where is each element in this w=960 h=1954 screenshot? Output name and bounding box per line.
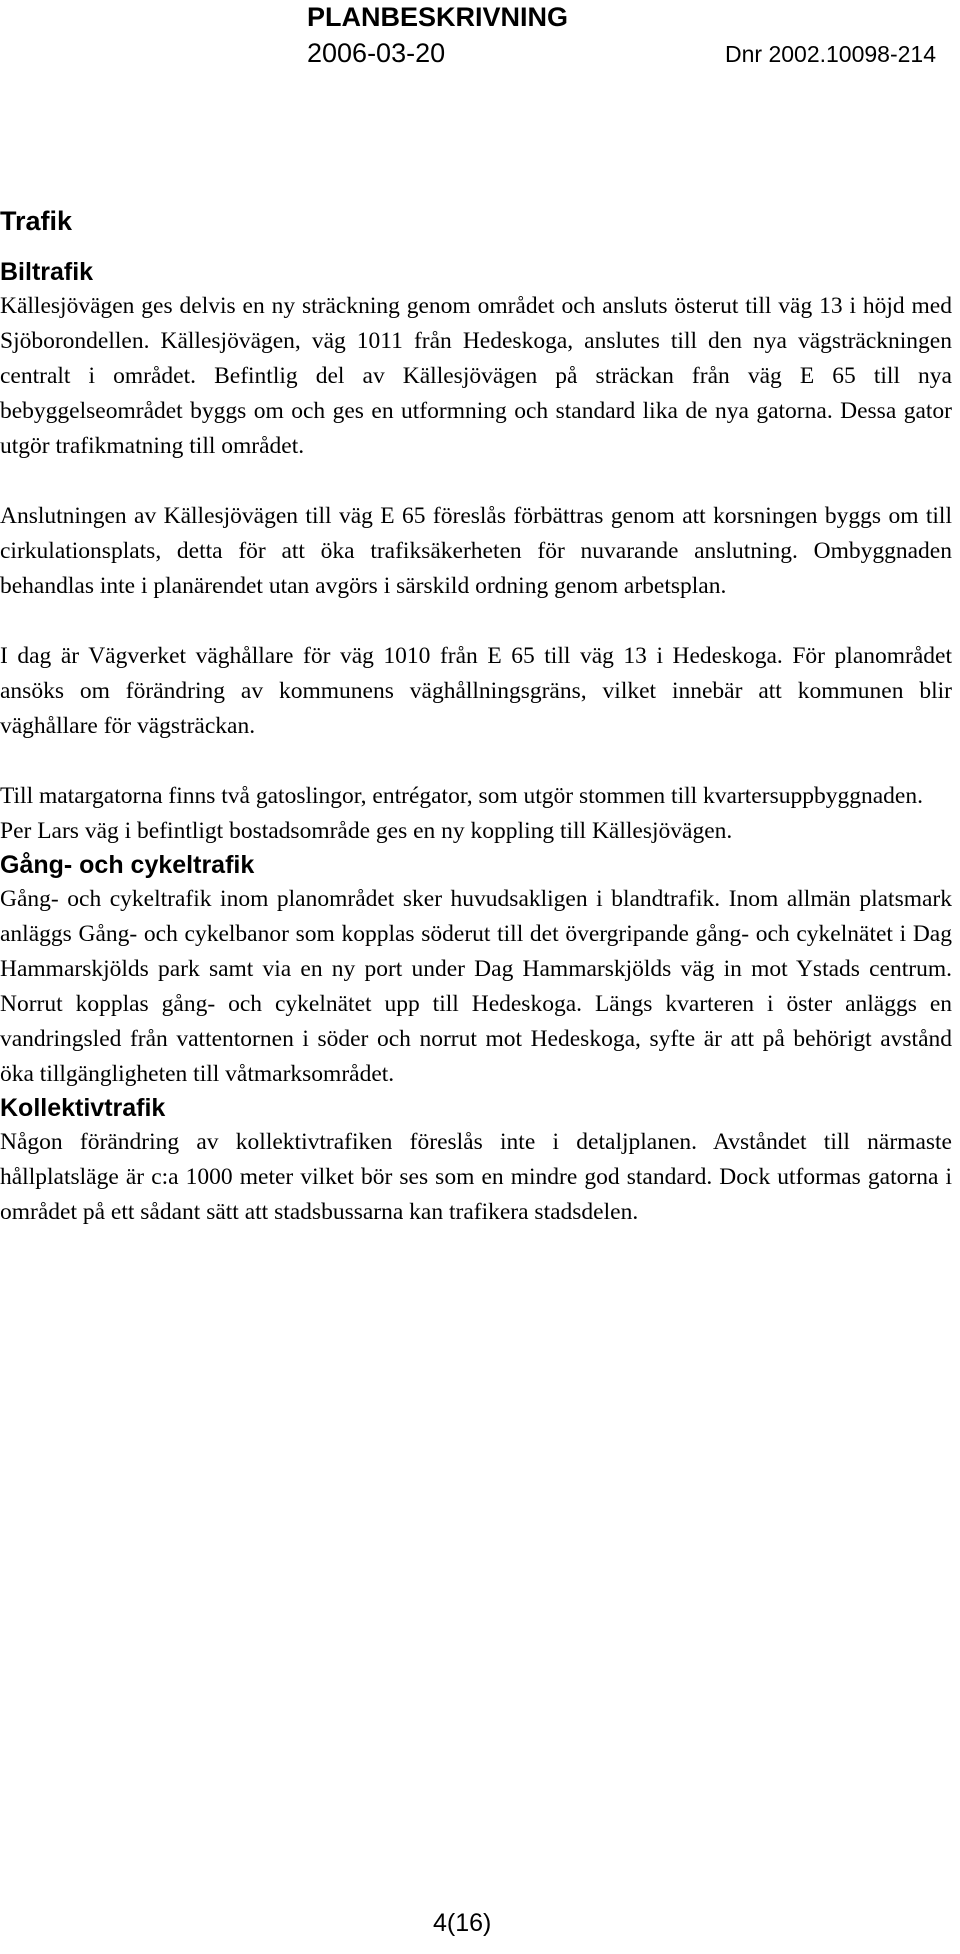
document-title: PLANBESKRIVNING — [307, 2, 569, 32]
subsection-heading-biltrafik: Biltrafik — [0, 258, 94, 286]
page-header — [0, 0, 960, 90]
document-reference-number: Dnr 2002.10098-214 — [725, 41, 936, 67]
paragraph: Källesjövägen ges delvis en ny sträckning genom området och ansluts österut till väg 13 i höjd med Sjöborondellen. Källesjövägen, väg 1011 från Hedeskoga, anslutes till den nya vägsträckningen centralt i området. Befintlig del av Källesjövägen på sträckan från väg E 65 till nya bebyggelseområdet byggs om och ges en utformning och standard lika de nya gatorna. Dessa gator utgör trafikmatning till området. — [0, 293, 952, 459]
subsection-heading-kollektivtrafik: Kollektivtrafik — [0, 1094, 166, 1122]
paragraph: Per Lars väg i befintligt bostadsområde ges en ny koppling till Källesjövägen. — [0, 818, 733, 844]
document-date: 2006-03-20 — [307, 38, 446, 68]
page-number: 4(16) — [433, 1909, 492, 1937]
paragraph: Till matargatorna finns två gatoslingor, entrégator, som utgör stommen till kvartersuppbyggnaden. — [0, 783, 923, 809]
paragraph: Gång- och cykeltrafik inom planområdet sker huvudsakligen i blandtrafik. Inom allmän platsmark anläggs Gång- och cykelbanor som kopplas söderut till det övergripande gång- och cykelnätet i Dag Hammarskjölds park samt via en ny port under Dag Hammarskjölds väg in mot Ystads centrum. Norrut kopplas gång- och cykelnätet upp till Hedeskoga. Längs kvarteren i öster anläggs en vandringsled från vattentornen i söder och norrut mot Hedeskoga, syfte är att på behörigt avstånd öka tillgängligheten till våtmarksområdet. — [0, 886, 952, 1087]
section-title: Trafik — [0, 206, 73, 236]
subsection-heading-gang-cykel: Gång- och cykeltrafik — [0, 851, 255, 879]
document-body — [0, 204, 952, 1230]
paragraph: Anslutningen av Källesjövägen till väg E 65 föreslås förbättras genom att korsningen byggs om till cirkulationsplats, detta för att öka trafiksäkerheten för nuvarande anslutning. Ombyggnaden behandlas inte i planärendet utan avgörs i särskild ordning genom arbetsplan. — [0, 503, 952, 599]
paragraph: Någon förändring av kollektivtrafiken föreslås inte i detaljplanen. Avståndet till närmaste hållplatsläge är c:a 1000 meter vilket bör ses som en mindre god standard. Dock utformas gatorna i området på ett sådant sätt att stadsbussarna kan trafikera stadsdelen. — [0, 1129, 952, 1225]
paragraph: I dag är Vägverket väghållare för väg 1010 från E 65 till väg 13 i Hedeskoga. För planområdet ansöks om förändring av kommunens väghållningsgräns, vilket innebär att kommunen blir väghållare för vägsträckan. — [0, 643, 952, 739]
